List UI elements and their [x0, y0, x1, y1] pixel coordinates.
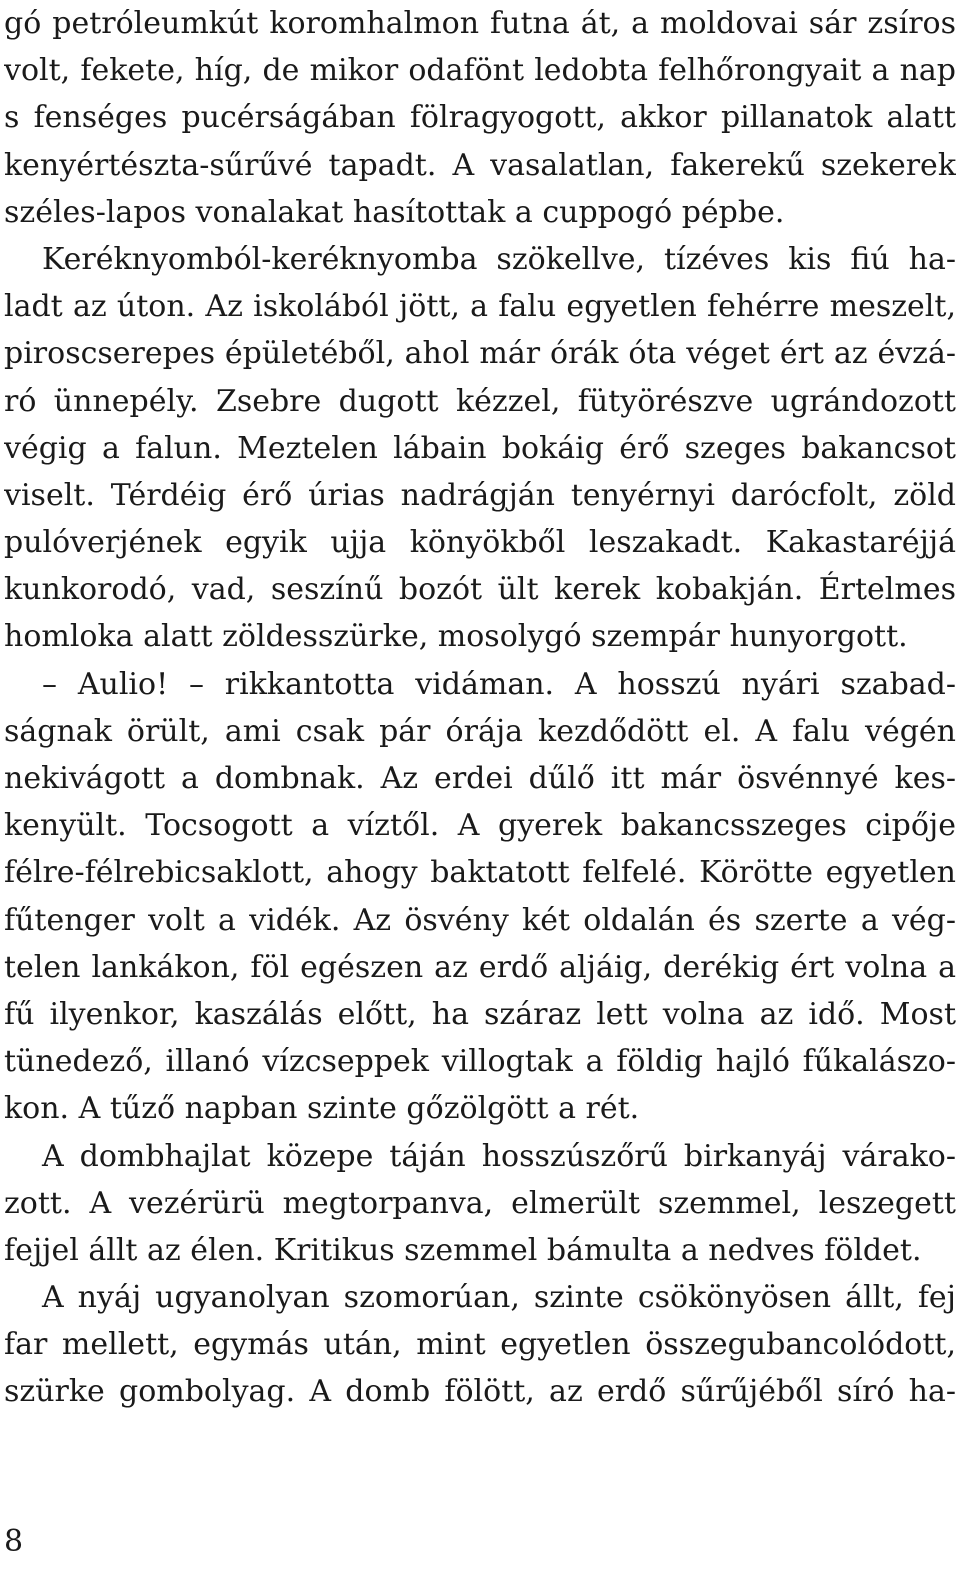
text-line: ságnak örült, ami csak pár órája kezdődött el. A falu végén	[4, 713, 956, 749]
text-line: A nyáj ugyanolyan szomorúan, szinte csökönyösen állt, fej	[42, 1280, 956, 1316]
text-line: volt, fekete, híg, de mikor odafönt ledobta felhőrongyait a nap	[4, 53, 956, 89]
text-line: pulóverjének egyik ujja könyökből leszakadt. Kakastaréjjá	[4, 525, 956, 561]
text-line: viselt. Térdéig érő úrias nadrágján tenyérnyi darócfolt, zöld	[4, 477, 956, 513]
text-line: ladt az úton. Az iskolából jött, a falu egyetlen fehérre meszelt,	[4, 289, 956, 325]
text-line: zott. A vezérürü megtorpanva, elmerült szemmel, leszegett	[4, 1185, 956, 1221]
text-line: tünedező, illanó vízcseppek villogtak a földig hajló fűkalászo-	[4, 1044, 956, 1080]
text-line: fű ilyenkor, kaszálás előtt, ha száraz lett volna az idő. Most	[4, 996, 956, 1032]
text-line: far mellett, egymás után, mint egyetlen összegubancolódott,	[4, 1327, 956, 1363]
text-line: homloka alatt zöldesszürke, mosolygó szempár hunyorgott.	[4, 619, 908, 655]
text-line: széles-lapos vonalakat hasítottak a cuppogó pépbe.	[4, 194, 785, 230]
page-number: 8	[4, 1524, 24, 1559]
text-line: gó petróleumkút koromhalmon futna át, a moldovai sár zsíros	[4, 6, 956, 41]
text-line: félre-félrebicsaklott, ahogy baktatott felfelé. Körötte egyetlen	[4, 855, 956, 891]
text-line: A dombhajlat közepe táján hosszúszőrű birkanyáj várako-	[42, 1138, 956, 1174]
text-line: kenyült. Tocsogott a víztől. A gyerek bakancsszeges cipője	[4, 808, 956, 844]
text-line: ró ünnepély. Zsebre dugott kézzel, fütyörészve ugrándozott	[4, 383, 956, 419]
text-line: telen lankákon, föl egészen az erdő aljáig, derékig ért volna a	[4, 949, 956, 985]
body-text	[4, 0, 956, 1416]
text-line: végig a falun. Meztelen lábain bokáig érő szeges bakancsot	[4, 430, 956, 466]
text-line: fejjel állt az élen. Kritikus szemmel bámulta a nedves földet.	[4, 1232, 922, 1268]
text-line: Keréknyomból-keréknyomba szökellve, tízéves kis fiú ha-	[42, 241, 956, 277]
text-line: szürke gombolyag. A domb fölött, az erdő sűrűjéből síró ha-	[4, 1374, 956, 1410]
text-line: s fenséges pucérságában fölragyogott, akkor pillanatok alatt	[4, 100, 956, 136]
text-line: kon. A tűző napban szinte gőzölgött a rét.	[4, 1091, 640, 1127]
text-line: nekivágott a dombnak. Az erdei dűlő itt már ösvénnyé kes-	[4, 761, 956, 796]
text-line: kenyértészta-sűrűvé tapadt. A vasalatlan, fakerekű szekerek	[4, 147, 956, 183]
text-line: kunkorodó, vad, seszínű bozót ült kerek kobakján. Értelmes	[4, 572, 956, 608]
text-line: fűtenger volt a vidék. Az ösvény két oldalán és szerte a vég-	[4, 902, 956, 938]
text-line: – Aulio! – rikkantotta vidáman. A hosszú nyári szabad-	[42, 666, 956, 702]
text-line: piroscserepes épületéből, ahol már órák óta véget ért az évzá-	[4, 336, 956, 372]
